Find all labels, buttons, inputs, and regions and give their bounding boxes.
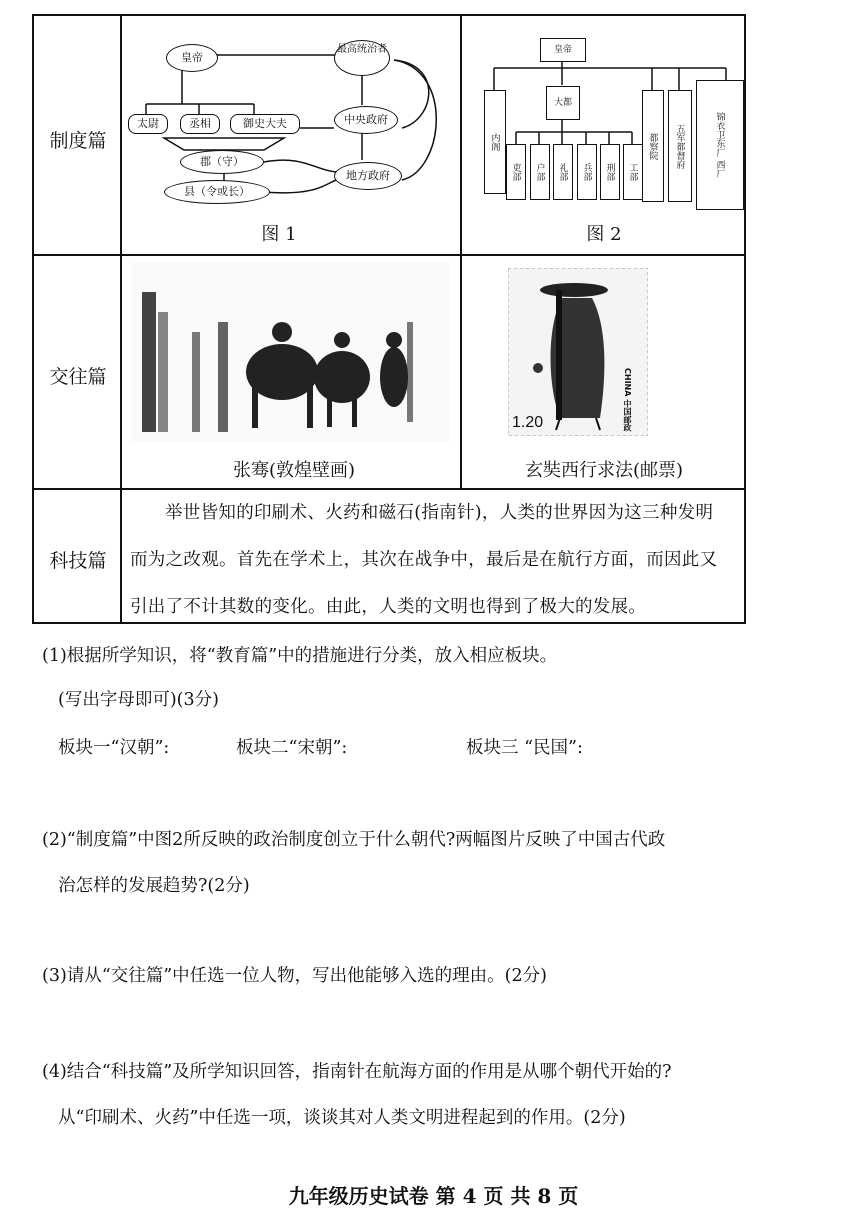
stamp-country: CHINA 中国邮政: [623, 368, 632, 432]
question-2-line-1: (2)“制度篇”中图2所反映的政治制度创立于什么朝代?两幅图片反映了中国古代政: [42, 830, 666, 850]
xuanzang-stamp-image: [508, 268, 648, 436]
row-divider: [34, 254, 744, 256]
technology-passage: 举世皆知的印刷术、火药和磁石(指南针)，人类的世界因为这三种发明而为之改观。首先在学术上，其次在战争中，最后是在航行方面，而因此又引出了不计其数的变化。由此，人类的文明也得到了极大的发展。: [130, 503, 718, 617]
stamp-caption: 玄奘西行求法(邮票): [524, 460, 684, 481]
node-duchayuan: 都察院: [642, 90, 664, 202]
node-chengxiang: 丞相: [180, 114, 220, 134]
stamp-value: 1.20: [512, 414, 544, 431]
column-divider: [120, 16, 122, 622]
node-jinyiwei-chang: [696, 80, 744, 210]
question-1-line-1: (1)根据所学知识，将“教育篇”中的措施进行分类，放入相应板块。: [42, 646, 558, 666]
mural-caption: 张骞(敦煌壁画): [232, 460, 356, 481]
row-label-technology: 科技篇: [49, 550, 107, 572]
question-1-block-3: 板块三 “民国”:: [466, 738, 583, 758]
page-footer: 九年级历史试卷 第 4 页 共 8 页: [288, 1184, 579, 1208]
question-3: (3)请从“交往篇”中任选一位人物，写出他能够入选的理由。(2分): [42, 966, 547, 986]
question-1-block-1: 板块一“汉朝”:: [58, 738, 170, 758]
question-1-line-2: (写出字母即可)(3分): [58, 690, 219, 710]
node-central-government: 中央政府: [334, 106, 398, 134]
row-label-system: 制度篇: [49, 130, 107, 152]
question-4-line-2: 从“印刷术、火药”中任选一项，谈谈其对人类文明进程起到的作用。(2分): [58, 1108, 626, 1128]
column-divider: [460, 16, 462, 488]
node-xian: 县（令或长）: [164, 180, 270, 204]
node-ministry-li: 吏部: [506, 144, 526, 200]
question-2-line-2: 治怎样的发展趋势?(2分): [58, 876, 250, 896]
question-1-block-2: 板块二“宋朝”:: [236, 738, 348, 758]
node-ministry-gong: 工部: [623, 144, 643, 200]
figure-2-caption: 图 2: [586, 224, 622, 245]
question-4-line-1: (4)结合“科技篇”及所学知识回答，指南针在航海方面的作用是从哪个朝代开始的?: [42, 1062, 672, 1082]
row-label-exchange: 交往篇: [49, 366, 107, 388]
node-ministry-hu: 户部: [530, 144, 550, 200]
exam-table: [32, 14, 746, 624]
node-grand: 大都: [546, 86, 580, 120]
node-ministry-rites: 礼部: [553, 144, 573, 200]
node-emperor: 皇帝: [166, 44, 218, 72]
figure-1-diagram: [124, 20, 458, 210]
node-top-ruler: 最高统治者: [334, 40, 390, 76]
node-dongxichang: 东厂 西厂: [714, 139, 725, 178]
node-wujun: 五军都督府: [668, 90, 692, 202]
mural-illustration: [132, 262, 450, 442]
node-yushi: 御史大夫: [230, 114, 300, 134]
node-ministry-xing: 刑部: [600, 144, 620, 200]
node-jinyiwei: 锦衣卫: [714, 112, 725, 140]
node-taiwei: 太尉: [128, 114, 168, 134]
node-cabinet: 内阁: [484, 90, 506, 194]
node-local-government: 地方政府: [334, 162, 402, 190]
figure-2-diagram: [464, 20, 744, 210]
zhang-qian-mural-image: [132, 262, 450, 442]
figure-1-caption: 图 1: [261, 224, 297, 245]
node-ministry-bing: 兵部: [577, 144, 597, 200]
node-jun: 郡（守）: [180, 150, 264, 174]
node-emperor: 皇帝: [540, 38, 586, 62]
